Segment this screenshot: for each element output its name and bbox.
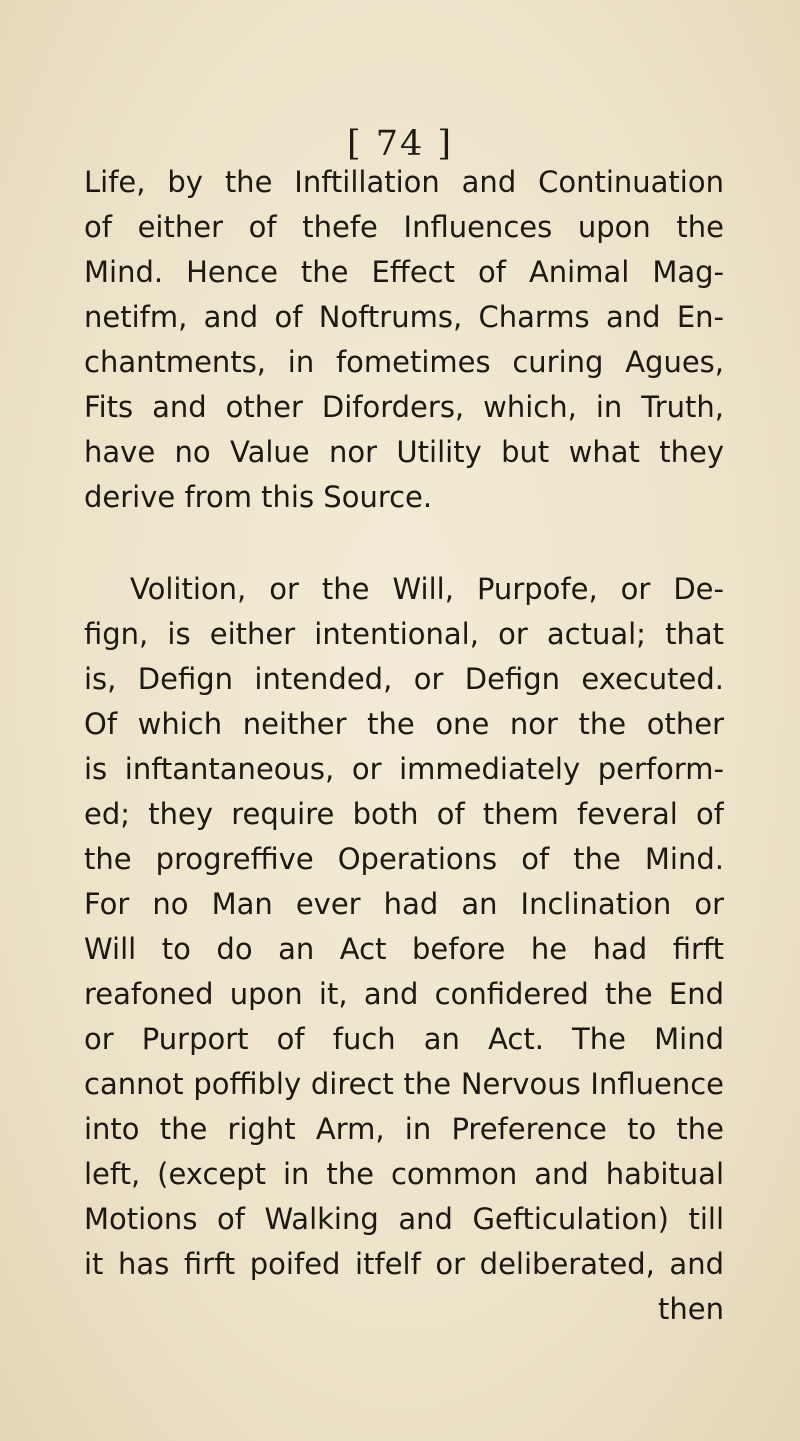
text-line: or Purport of fuch an Act. The Mind <box>84 1022 724 1056</box>
paragraph-1 <box>84 160 724 520</box>
text-line: Will to do an Act before he had firft <box>84 932 724 966</box>
text-line: have no Value nor Utility but what they <box>84 435 724 469</box>
text-line: Mind. Hence the Effect of Animal Mag- <box>84 255 724 289</box>
text-line: netifm, and of Noftrums, Charms and En- <box>84 300 724 334</box>
text-line: ed; they require both of them feveral of <box>84 797 724 831</box>
text-line: Motions of Walking and Gefticulation) till <box>84 1202 724 1236</box>
text-line: is, Defign intended, or Defign executed. <box>84 662 724 696</box>
text-line: Of which neither the one nor the other <box>84 707 724 741</box>
text-line: derive from this Source. <box>84 480 433 514</box>
text-line: the progreffive Operations of the Mind. <box>84 842 724 876</box>
catchword: then <box>658 1292 724 1326</box>
paragraph-2 <box>84 567 724 1332</box>
text-line: it has firft poifed itfelf or deliberated, and <box>84 1247 724 1281</box>
text-line: fign, is either intentional, or actual; that <box>84 617 724 651</box>
text-line: Volition, or the Will, Purpofe, or De- <box>130 572 724 606</box>
text-line: into the right Arm, in Preference to the <box>84 1112 724 1146</box>
text-line: of either of thefe Influences upon the <box>84 210 724 244</box>
text-line: Life, by the Inftillation and Continuation <box>84 165 724 199</box>
text-line: chantments, in fometimes curing Agues, <box>84 345 724 379</box>
text-line: reafoned upon it, and confidered the End <box>84 977 724 1011</box>
text-line: is inftantaneous, or immediately perform- <box>84 752 724 786</box>
text-line: left, (except in the common and habitual <box>84 1157 724 1191</box>
text-line: For no Man ever had an Inclination or <box>84 887 724 921</box>
text-line: cannot poffibly direct the Nervous Influence <box>84 1067 724 1101</box>
page-number: [ 74 ] <box>346 124 454 164</box>
text-line: Fits and other Diforders, which, in Truth, <box>84 390 724 424</box>
